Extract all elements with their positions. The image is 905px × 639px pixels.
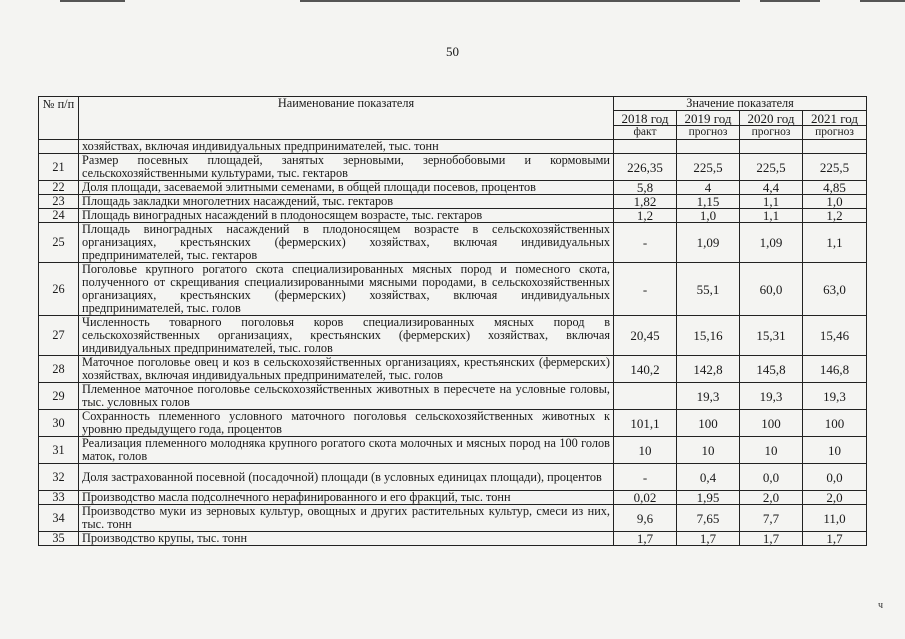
row-value: 1,1 bbox=[740, 195, 803, 209]
row-value: 1,95 bbox=[677, 491, 740, 505]
scan-edge-line bbox=[860, 0, 905, 2]
row-name: Реализация племенного молодняка крупного рогатого скота молочных и мясных пород на 100 голов маток, голов bbox=[79, 437, 614, 464]
row-value: 226,35 bbox=[614, 154, 677, 181]
table-row bbox=[39, 263, 867, 316]
row-name: Доля застрахованной посевной (посадочной) площади (в условных единицах площади), процентов bbox=[79, 464, 614, 491]
table-row bbox=[39, 356, 867, 383]
table-row bbox=[39, 316, 867, 356]
row-value: 15,31 bbox=[740, 316, 803, 356]
row-number: 26 bbox=[39, 263, 79, 316]
row-value: 1,7 bbox=[614, 532, 677, 546]
row-value: 1,1 bbox=[803, 223, 867, 263]
header-kind: прогноз bbox=[803, 126, 867, 140]
row-number: 29 bbox=[39, 383, 79, 410]
row-value: 10 bbox=[740, 437, 803, 464]
row-value: 1,7 bbox=[740, 532, 803, 546]
header-kind: факт bbox=[614, 126, 677, 140]
row-value: 1,0 bbox=[803, 195, 867, 209]
row-number: 32 bbox=[39, 464, 79, 491]
table-row bbox=[39, 491, 867, 505]
header-name: Наименование показателя bbox=[79, 97, 614, 140]
row-value: 19,3 bbox=[677, 383, 740, 410]
row-value: 9,6 bbox=[614, 505, 677, 532]
row-value: 0,02 bbox=[614, 491, 677, 505]
row-value: 55,1 bbox=[677, 263, 740, 316]
row-value: - bbox=[614, 223, 677, 263]
row-name: Производство масла подсолнечного нерафинированного и его фракций, тыс. тонн bbox=[79, 491, 614, 505]
row-name: Производство крупы, тыс. тонн bbox=[79, 532, 614, 546]
row-value: 100 bbox=[677, 410, 740, 437]
row-number: 31 bbox=[39, 437, 79, 464]
row-value: 10 bbox=[614, 437, 677, 464]
row-number: 33 bbox=[39, 491, 79, 505]
header-year: 2020 год bbox=[740, 111, 803, 126]
header-year: 2021 год bbox=[803, 111, 867, 126]
header-kind: прогноз bbox=[740, 126, 803, 140]
row-value: 140,2 bbox=[614, 356, 677, 383]
table-row bbox=[39, 410, 867, 437]
row-number: 35 bbox=[39, 532, 79, 546]
row-number: 21 bbox=[39, 154, 79, 181]
row-number: 24 bbox=[39, 209, 79, 223]
row-number: 34 bbox=[39, 505, 79, 532]
header-year: 2019 год bbox=[677, 111, 740, 126]
row-value: 1,2 bbox=[614, 209, 677, 223]
row-value: 225,5 bbox=[803, 154, 867, 181]
table-row-continuation bbox=[39, 140, 867, 154]
row-number: 25 bbox=[39, 223, 79, 263]
table-row bbox=[39, 464, 867, 491]
row-value: 10 bbox=[677, 437, 740, 464]
row-value: 20,45 bbox=[614, 316, 677, 356]
row-value: - bbox=[614, 263, 677, 316]
row-value: 1,7 bbox=[803, 532, 867, 546]
row-value: 60,0 bbox=[740, 263, 803, 316]
row-value: 15,16 bbox=[677, 316, 740, 356]
row-number: 23 bbox=[39, 195, 79, 209]
table-row bbox=[39, 154, 867, 181]
row-name: Доля площади, засеваемой элитными семенами, в общей площади посевов, процентов bbox=[79, 181, 614, 195]
row-name: Площадь закладки многолетних насаждений, тыс. гектаров bbox=[79, 195, 614, 209]
header-kind: прогноз bbox=[677, 126, 740, 140]
row-value: 19,3 bbox=[803, 383, 867, 410]
scan-edge-line bbox=[760, 0, 820, 2]
scan-edge-line bbox=[300, 0, 740, 2]
row-value: 4 bbox=[677, 181, 740, 195]
row-value: 0,0 bbox=[740, 464, 803, 491]
row-value: 146,8 bbox=[803, 356, 867, 383]
row-name: хозяйствах, включая индивидуальных предпринимателей, тыс. тонн bbox=[79, 140, 614, 154]
row-number bbox=[39, 140, 79, 154]
row-value: 2,0 bbox=[740, 491, 803, 505]
table-row bbox=[39, 209, 867, 223]
indicator-table bbox=[38, 96, 867, 546]
row-value: 4,4 bbox=[740, 181, 803, 195]
row-number: 27 bbox=[39, 316, 79, 356]
row-value: 145,8 bbox=[740, 356, 803, 383]
row-number: 22 bbox=[39, 181, 79, 195]
table-row bbox=[39, 195, 867, 209]
row-value: 15,46 bbox=[803, 316, 867, 356]
header-values: Значение показателя bbox=[614, 97, 867, 111]
header-year: 2018 год bbox=[614, 111, 677, 126]
row-value: 19,3 bbox=[740, 383, 803, 410]
row-name: Племенное маточное поголовье сельскохозяйственных животных в пересчете на условные головы, тыс. условных голов bbox=[79, 383, 614, 410]
row-number: 28 bbox=[39, 356, 79, 383]
row-name: Производство муки из зерновых культур, овощных и других растительных культур, смеси из них, тыс. тонн bbox=[79, 505, 614, 532]
row-value: 1,09 bbox=[677, 223, 740, 263]
table-row bbox=[39, 181, 867, 195]
row-number: 30 bbox=[39, 410, 79, 437]
row-value: 100 bbox=[740, 410, 803, 437]
table-row bbox=[39, 505, 867, 532]
row-value: 1,1 bbox=[740, 209, 803, 223]
row-value: 2,0 bbox=[803, 491, 867, 505]
row-name: Размер посевных площадей, занятых зерновыми, зернобобовыми и кормовыми сельскохозяйственными культурами, тыс. гектаров bbox=[79, 154, 614, 181]
row-name: Численность товарного поголовья коров специализированных мясных пород в сельскохозяйственных организациях, крестьянских (фермерских) хозяйствах, включая индивидуальных предпринимателей, тыс. голов bbox=[79, 316, 614, 356]
corner-mark: ч bbox=[877, 600, 883, 611]
table-row bbox=[39, 532, 867, 546]
row-value: 7,7 bbox=[740, 505, 803, 532]
header-num: № п/п bbox=[39, 97, 79, 140]
table-row bbox=[39, 223, 867, 263]
row-value: 0,0 bbox=[803, 464, 867, 491]
row-value: 63,0 bbox=[803, 263, 867, 316]
row-name: Сохранность племенного условного маточного поголовья сельскохозяйственных животных к уровню предыдущего года, процентов bbox=[79, 410, 614, 437]
row-value: 1,7 bbox=[677, 532, 740, 546]
row-name: Поголовье крупного рогатого скота специализированных мясных пород и помесного скота, полученного от скрещивания специализированными мясными породами, в сельскохозяйственных организациях, крестьянских (фермерских) хозяйствах, включая индивидуальных предпринимателей, тыс. голов bbox=[79, 263, 614, 316]
row-name: Маточное поголовье овец и коз в сельскохозяйственных организациях, крестьянских (фермерских) хозяйствах, включая индивидуальных предпринимателей, тыс. голов bbox=[79, 356, 614, 383]
row-name: Площадь виноградных насаждений в плодоносящем возрасте в сельскохозяйственных организациях, крестьянских (фермерских) хозяйствах, включая индивидуальных предпринимателей, тыс. гектаров bbox=[79, 223, 614, 263]
row-value: 225,5 bbox=[677, 154, 740, 181]
row-name: Площадь виноградных насаждений в плодоносящем возрасте, тыс. гектаров bbox=[79, 209, 614, 223]
row-value: 10 bbox=[803, 437, 867, 464]
table-row bbox=[39, 383, 867, 410]
row-value: 100 bbox=[803, 410, 867, 437]
row-value: 1,82 bbox=[614, 195, 677, 209]
page-number: 50 bbox=[446, 44, 459, 59]
row-value: 4,85 bbox=[803, 181, 867, 195]
scan-edge-line bbox=[60, 0, 125, 2]
row-value: 11,0 bbox=[803, 505, 867, 532]
row-value: 7,65 bbox=[677, 505, 740, 532]
row-value: 1,2 bbox=[803, 209, 867, 223]
row-value: - bbox=[614, 464, 677, 491]
row-value bbox=[614, 383, 677, 410]
row-value: 142,8 bbox=[677, 356, 740, 383]
row-value: 101,1 bbox=[614, 410, 677, 437]
table-row bbox=[39, 437, 867, 464]
row-value: 0,4 bbox=[677, 464, 740, 491]
row-value: 225,5 bbox=[740, 154, 803, 181]
row-value: 5,8 bbox=[614, 181, 677, 195]
row-value: 1,09 bbox=[740, 223, 803, 263]
row-value: 1,0 bbox=[677, 209, 740, 223]
row-value: 1,15 bbox=[677, 195, 740, 209]
